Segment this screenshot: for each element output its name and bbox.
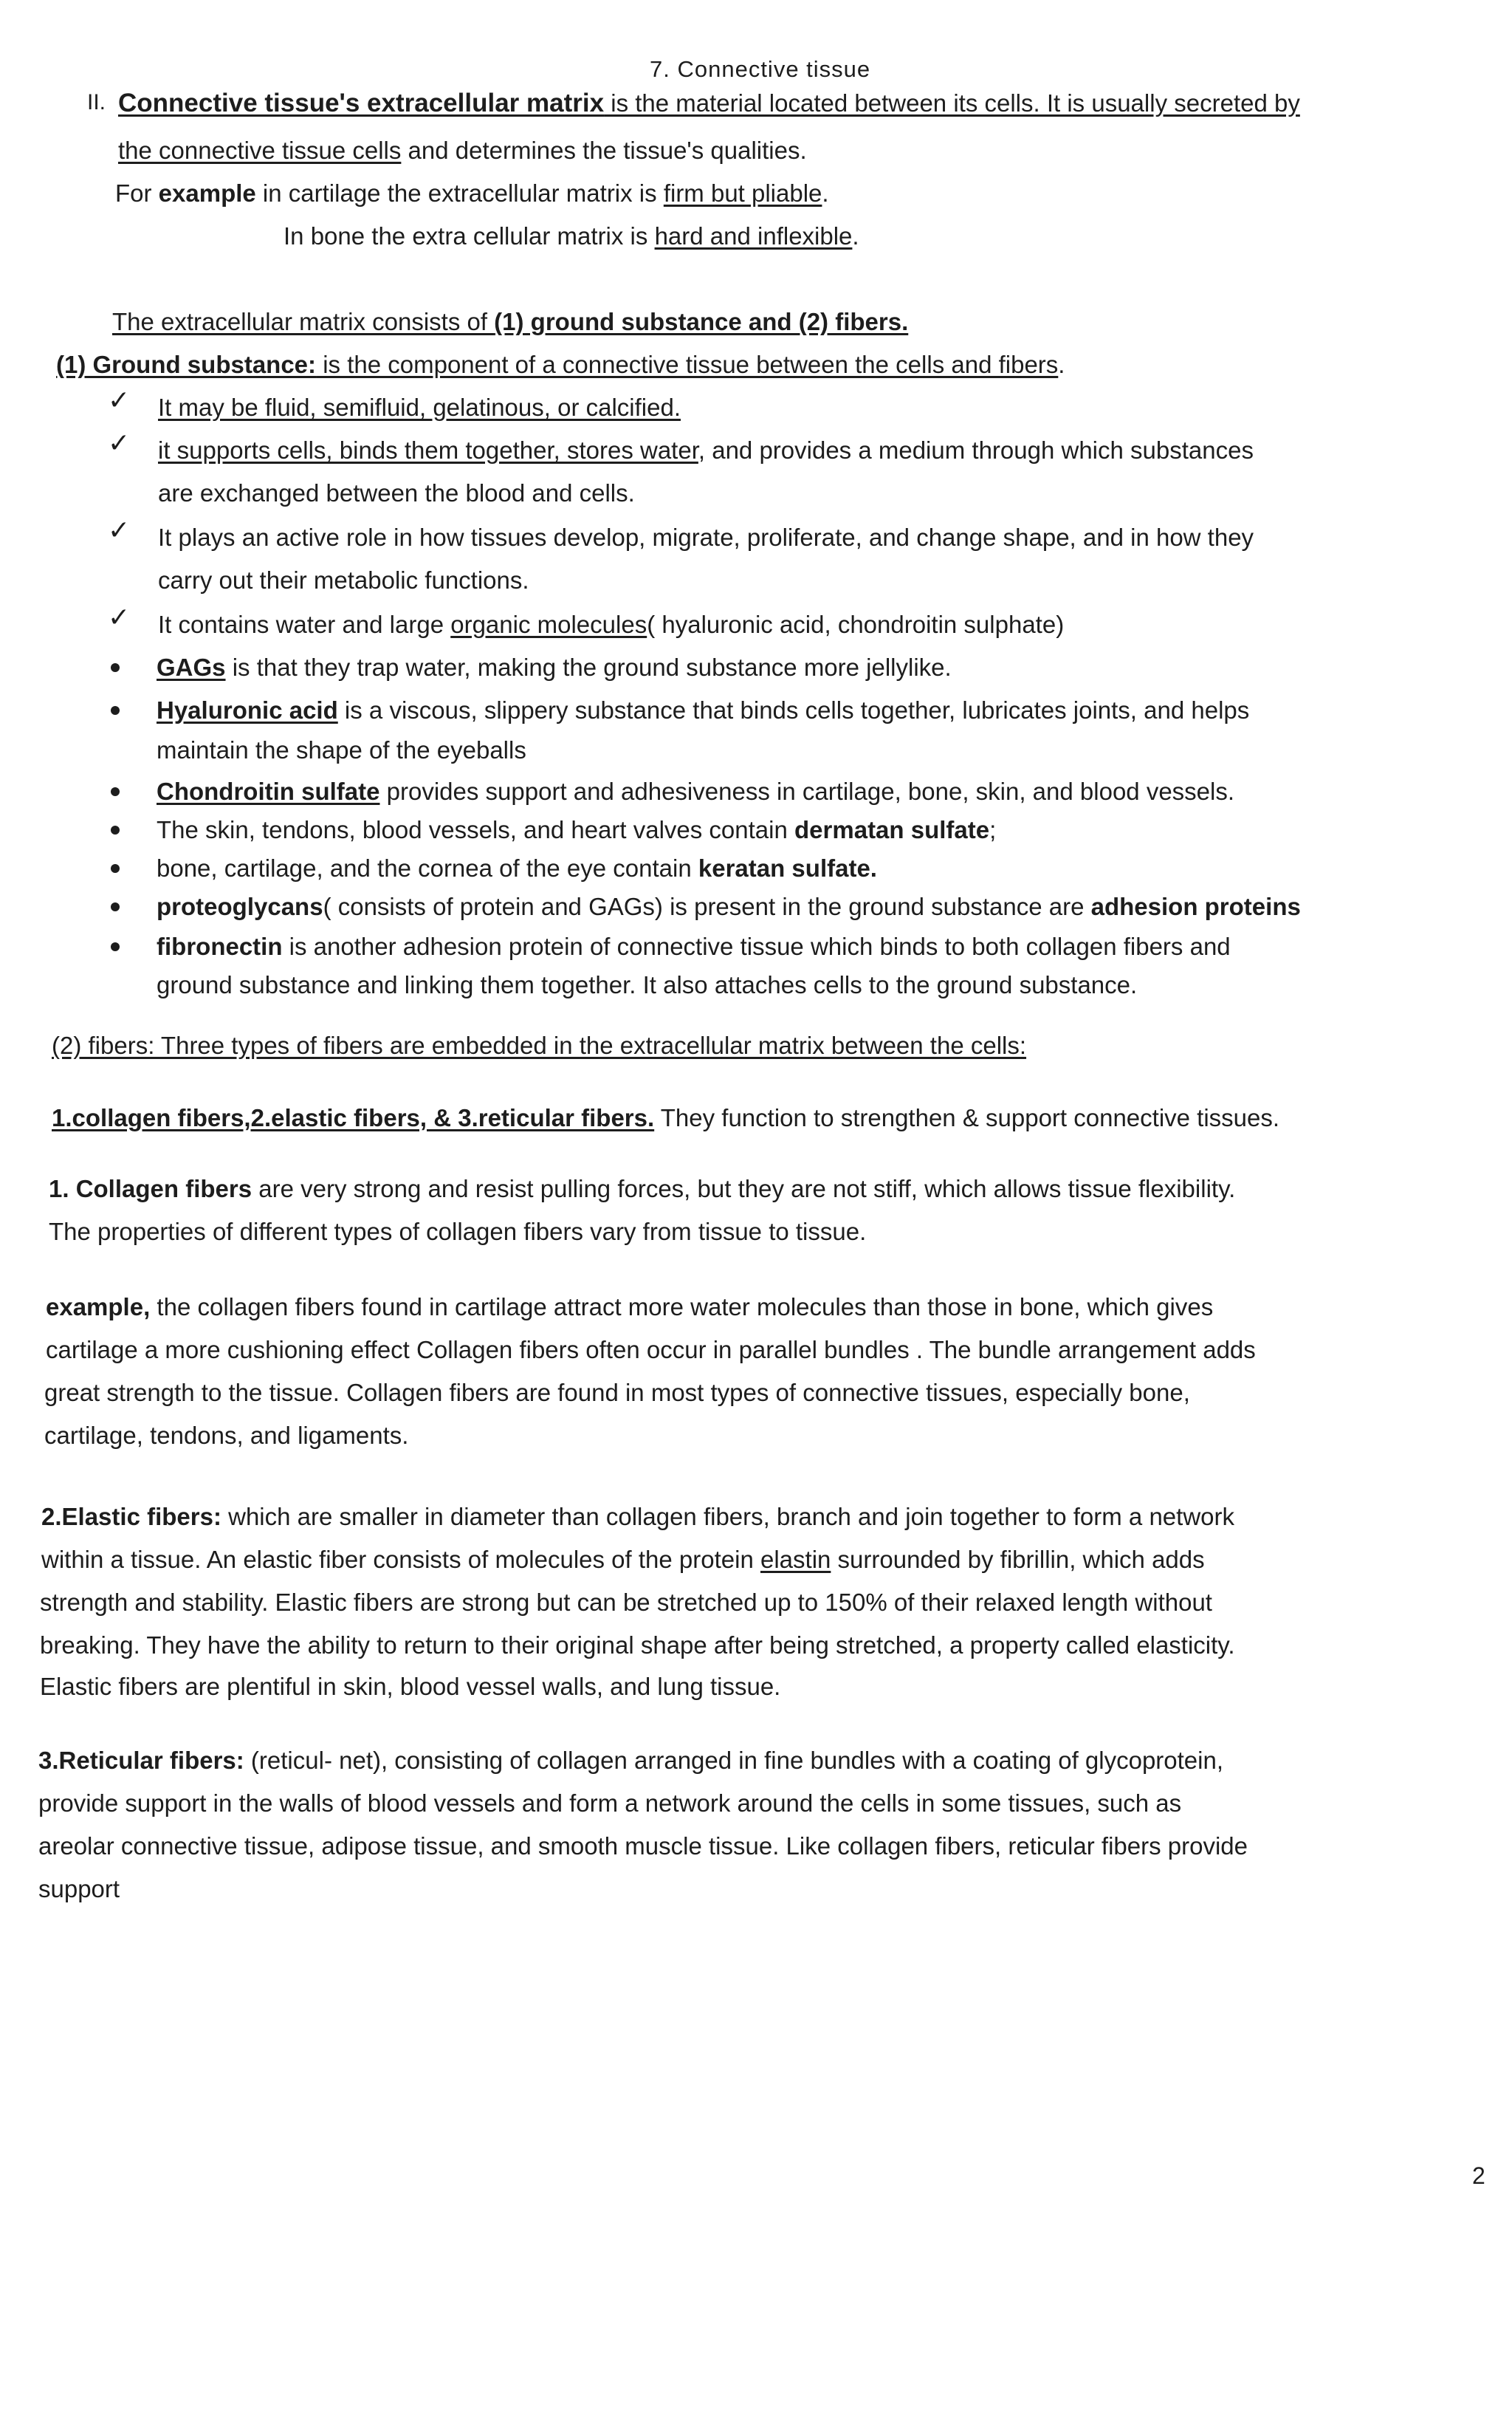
- elastic-line-1: 2.Elastic fibers: which are smaller in diameter than collagen fibers, branch and join together to form a network: [41, 1503, 1234, 1530]
- intro-line-1: Connective tissue's extracellular matrix is the material located between its cells. It is usually secreted by: [118, 89, 1300, 117]
- bullet-icon: [111, 864, 120, 873]
- collagen-example-2: cartilage a more cushioning effect Collagen fibers often occur in parallel bundles . The bundle arrangement adds: [46, 1336, 1256, 1363]
- collagen-example-1: example, the collagen fibers found in cartilage attract more water molecules than those in bone, which gives: [46, 1293, 1214, 1320]
- bullet-proteoglycans: proteoglycans( consists of protein and GAGs) is present in the ground substance are adhesion proteins: [157, 893, 1301, 920]
- collagen-example-4: cartilage, tendons, and ligaments.: [44, 1422, 409, 1449]
- intro-line-3: For example in cartilage the extracellular matrix is firm but pliable.: [115, 179, 829, 207]
- page-number: 2: [1472, 2162, 1485, 2189]
- check-item-1: It may be fluid, semifluid, gelatinous, or calcified.: [158, 394, 681, 421]
- checkmark-icon: ✓: [108, 515, 131, 545]
- matrix-term: Connective tissue's extracellular matrix: [118, 89, 605, 117]
- bullet-dermatan-sulfate: The skin, tendons, blood vessels, and heart valves contain dermatan sulfate;: [157, 816, 997, 843]
- intro-line-2: the connective tissue cells and determines the tissue's qualities.: [118, 137, 807, 164]
- fiber-types-line: 1.collagen fibers,2.elastic fibers, & 3.reticular fibers. They function to strengthen & support connective tissues.: [52, 1104, 1280, 1131]
- bullet-gags: GAGs is that they trap water, making the ground substance more jellylike.: [157, 654, 952, 681]
- reticular-line-2: provide support in the walls of blood vessels and form a network around the cells in some tissues, such as: [38, 1789, 1182, 1817]
- bullet-icon: [111, 706, 120, 715]
- section-number: II.: [87, 90, 106, 114]
- reticular-line-3: areolar connective tissue, adipose tissue, and smooth muscle tissue. Like collagen fibers, reticular fibers provide: [38, 1832, 1248, 1860]
- bullet-fibronectin: fibronectin is another adhesion protein of connective tissue which binds to both collagen fibers and: [157, 933, 1231, 960]
- reticular-line-4: support: [38, 1875, 120, 1902]
- check-item-4: It contains water and large organic molecules( hyaluronic acid, chondroitin sulphate): [158, 611, 1065, 638]
- elastic-line-2: within a tissue. An elastic fiber consists of molecules of the protein elastin surrounded by fibrillin, which adds: [41, 1546, 1205, 1573]
- page-title: 7. Connective tissue: [650, 56, 871, 82]
- check-item-2: it supports cells, binds them together, stores water, and provides a medium through which substances: [158, 436, 1254, 464]
- bullet-chondroitin-sulfate: Chondroitin sulfate provides support and adhesiveness in cartilage, bone, skin, and blood vessels.: [157, 778, 1235, 805]
- collagen-line-2: The properties of different types of collagen fibers vary from tissue to tissue.: [49, 1218, 867, 1245]
- collagen-line-1: 1. Collagen fibers are very strong and resist pulling forces, but they are not stiff, which allows tissue flexibility.: [49, 1175, 1236, 1202]
- collagen-example-3: great strength to the tissue. Collagen fibers are found in most types of connective tissues, especially bone,: [44, 1379, 1190, 1406]
- checkmark-icon: ✓: [108, 428, 131, 458]
- reticular-line-1: 3.Reticular fibers: (reticul- net), consisting of collagen arranged in fine bundles with a coating of glycoprotein,: [38, 1747, 1224, 1774]
- ground-substance-heading: (1) Ground substance: is the component of a connective tissue between the cells and fibers.: [56, 351, 1065, 378]
- checkmark-icon: ✓: [108, 602, 131, 632]
- bullet-fibronectin-cont: ground substance and linking them together. It also attaches cells to the ground substance.: [157, 971, 1138, 998]
- checkmark-icon: ✓: [108, 385, 131, 415]
- elastic-line-4: breaking. They have the ability to return to their original shape after being stretched, a property called elasticity.: [40, 1631, 1235, 1659]
- matrix-components-line: The extracellular matrix consists of (1) ground substance and (2) fibers.: [112, 308, 909, 335]
- check-item-3-cont: carry out their metabolic functions.: [158, 566, 529, 594]
- intro-line-4: In bone the extra cellular matrix is hard and inflexible.: [284, 222, 859, 250]
- elastic-line-3: strength and stability. Elastic fibers are strong but can be stretched up to 150% of their relaxed length without: [40, 1589, 1212, 1616]
- bullet-icon: [111, 942, 120, 951]
- fibers-heading: (2) fibers: Three types of fibers are embedded in the extracellular matrix between the cells:: [52, 1032, 1027, 1059]
- bullet-icon: [111, 663, 120, 672]
- bullet-hyaluronic-acid-cont: maintain the shape of the eyeballs: [157, 736, 526, 764]
- bullet-icon: [111, 902, 120, 911]
- bullet-icon: [111, 826, 120, 835]
- elastic-line-5: Elastic fibers are plentiful in skin, blood vessel walls, and lung tissue.: [40, 1673, 781, 1700]
- bullet-hyaluronic-acid: Hyaluronic acid is a viscous, slippery substance that binds cells together, lubricates joints, and helps: [157, 696, 1250, 724]
- bullet-keratan-sulfate: bone, cartilage, and the cornea of the eye contain keratan sulfate.: [157, 854, 877, 882]
- check-item-3: It plays an active role in how tissues develop, migrate, proliferate, and change shape, and in how they: [158, 524, 1254, 551]
- bullet-icon: [111, 787, 120, 796]
- check-item-2-cont: are exchanged between the blood and cells.: [158, 479, 635, 507]
